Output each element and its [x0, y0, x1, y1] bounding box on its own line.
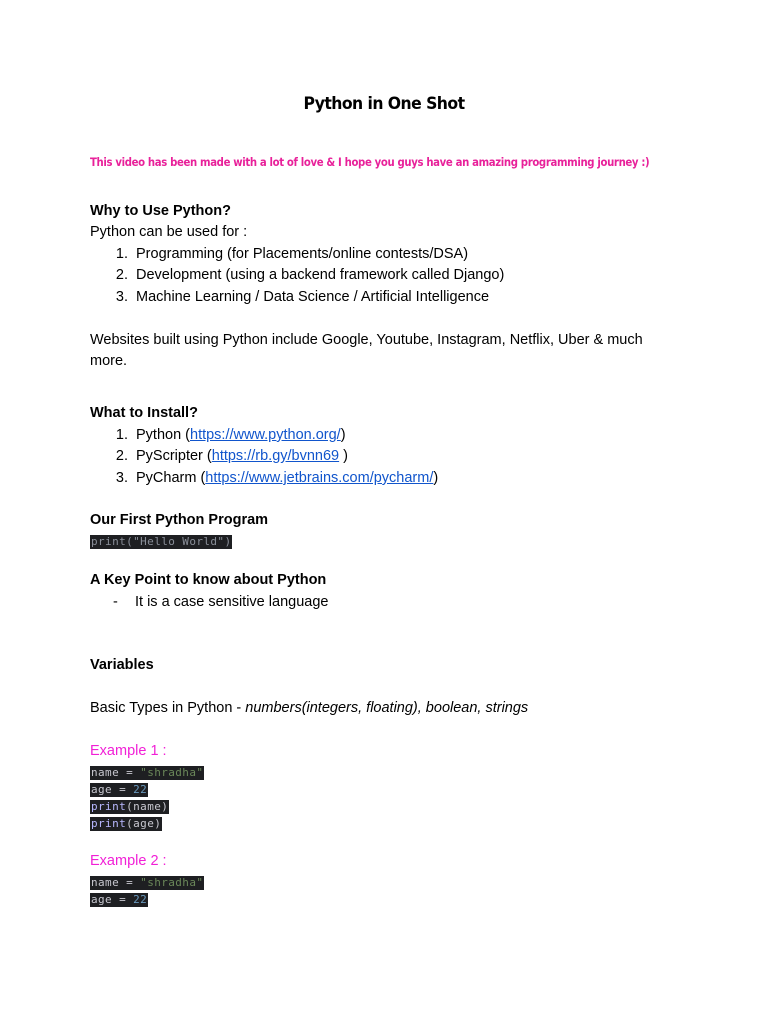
key-point-bullet: -	[113, 594, 118, 610]
basic-types-list: numbers(integers, floating), boolean, strings	[245, 700, 529, 716]
key-point-heading: A Key Point to know about Python	[90, 572, 327, 588]
code-block	[90, 780, 148, 798]
pyscripter-link[interactable]: https://rb.gy/bvnn69	[211, 448, 340, 464]
code-line	[90, 893, 148, 907]
code-line	[90, 535, 232, 549]
list-number: 2.	[115, 267, 128, 283]
install-item	[104, 468, 438, 489]
code-number: 22	[133, 783, 148, 796]
install-suffix: )	[339, 448, 348, 464]
install-prefix: Python (	[136, 427, 190, 443]
code-arg: (age)	[126, 817, 162, 830]
list-item	[104, 287, 489, 308]
code-line	[90, 783, 148, 797]
install-suffix: )	[433, 470, 439, 486]
install-item	[104, 425, 346, 446]
variables-heading: Variables	[90, 657, 154, 673]
list-text: Programming (for Placements/online contests/DSA)	[136, 246, 469, 262]
install-item	[104, 446, 348, 467]
code-block	[90, 873, 204, 891]
first-program-heading: Our First Python Program	[90, 512, 269, 528]
why-lead: Python can be used for :	[90, 224, 248, 240]
why-heading: Why to Use Python?	[90, 203, 231, 219]
code-lhs: name =	[91, 766, 141, 779]
code-line	[90, 817, 162, 831]
code-line	[90, 876, 204, 890]
code-fn: print(	[91, 535, 134, 548]
basic-types-prefix: Basic Types in Python -	[90, 700, 246, 716]
install-heading: What to Install?	[90, 405, 198, 421]
example-2-label: Example 2 :	[90, 853, 167, 869]
list-item	[104, 265, 504, 286]
pycharm-link[interactable]: https://www.jetbrains.com/pycharm/	[205, 470, 434, 486]
install-prefix: PyScripter (	[136, 448, 212, 464]
code-block	[90, 797, 169, 815]
list-number: 2.	[115, 448, 128, 464]
code-block	[90, 532, 232, 550]
code-line	[90, 766, 204, 780]
code-lhs: age =	[91, 893, 134, 906]
basic-types-line	[90, 698, 528, 719]
list-number: 3.	[115, 470, 128, 486]
list-number: 1.	[115, 246, 128, 262]
code-arg: (name)	[126, 800, 169, 813]
code-line	[90, 800, 169, 814]
code-lhs: name =	[91, 876, 141, 889]
list-text: Machine Learning / Data Science / Artificial Intelligence	[136, 289, 490, 305]
install-suffix: )	[340, 427, 346, 443]
intro-text: This video has been made with a lot of love & I hope you guys have an amazing programming journey :)	[90, 155, 650, 169]
code-lhs: age =	[91, 783, 134, 796]
code-close: )	[224, 535, 232, 548]
install-prefix: PyCharm (	[136, 470, 206, 486]
list-number: 1.	[115, 427, 128, 443]
code-block	[90, 814, 162, 832]
websites-line-2: more.	[90, 353, 128, 369]
code-number: 22	[133, 893, 148, 906]
websites-line-1: Websites built using Python include Google, Youtube, Instagram, Netflix, Uber & much	[90, 332, 643, 348]
code-string: "shradha"	[140, 766, 204, 779]
code-string: "shradha"	[140, 876, 204, 889]
example-1-label: Example 1 :	[90, 743, 167, 759]
code-string: "Hello World"	[133, 535, 225, 548]
code-fn: print	[91, 800, 127, 813]
list-text: Development (using a backend framework called Django)	[136, 267, 505, 283]
list-item	[104, 244, 468, 265]
code-block	[90, 763, 204, 781]
page-title: Python in One Shot	[303, 94, 465, 114]
list-number: 3.	[115, 289, 128, 305]
python-link[interactable]: https://www.python.org/	[190, 427, 341, 443]
code-block	[90, 890, 148, 908]
code-fn: print	[91, 817, 127, 830]
key-point-text: It is a case sensitive language	[135, 594, 329, 610]
